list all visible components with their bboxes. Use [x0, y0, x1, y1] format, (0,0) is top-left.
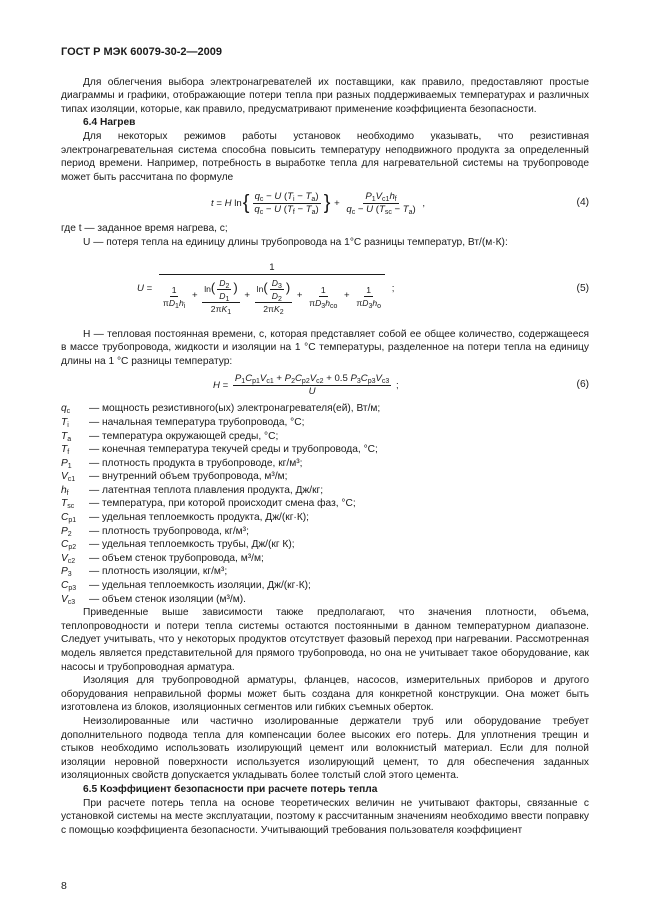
symbol-description: — удельная теплоемкость изоляции, Дж/(кг·К); [89, 580, 311, 592]
symbol-description: — температура, при которой происходит смена фаз, °С; [89, 498, 356, 510]
symbol-definition-row [61, 416, 589, 430]
symbol-definition-row [61, 538, 589, 552]
supports-paragraph: Неизолированные или частично изолированные держатели труб или оборудование требует дополнительного подвода тепла для компенсации более высоких его потерь. Для уплотнения трещин и стыков необходимо использовать изолирующий цемент или волокнистый материал. Если для полной изоляции неровной поверхности используется изолирующий цемент, то для обеспечения заданных изоляционных свойств допускается укладывать более толстый слой этого цемента. [61, 715, 589, 782]
symbol: $V_{c2}$ [61, 552, 76, 565]
section-6-5-paragraph: При расчете потерь тепла на основе теоретических величин не учитывают факторы, связанные с установкой системы на месте эксплуатации, поэтому к рассчитанным значениям необходимо ввести поправку с помощью коэффициента безопасности. Учитывающий требования пользователя коэффициент [61, 797, 589, 836]
symbol-definition-row [61, 552, 589, 566]
symbol-description: — плотность изоляции, кг/м³; [89, 566, 228, 578]
equation-5-number: (5) [576, 282, 589, 294]
symbol-definition-row [61, 457, 589, 471]
section-6-5-title: 6.5 Коэффициент безопасности при расчете потерь тепла [83, 783, 378, 795]
symbol-description: — внутренний объем трубопровода, м³/м; [89, 471, 288, 483]
symbol: $h_f$ [61, 484, 69, 497]
document-header: ГОСТ Р МЭК 60079-30-2—2009 [61, 46, 222, 58]
symbol: $q_c$ [61, 403, 71, 416]
symbol-description: — плотность трубопровода, кг/м³; [89, 525, 249, 537]
symbol-definition-row [61, 470, 589, 484]
symbol-description: — мощность резистивного(ых) электронагревателя(ей), Вт/м; [89, 403, 381, 415]
definition-H-paragraph: H — тепловая постоянная времени, с, которая представляет собой ее общее количество, содержащееся в массе трубопровода, жидкости и изоляции на 1 °С температуры, разделенное на потери тепла на единицу длины на 1 °С разницы температур: [61, 328, 589, 367]
symbol-definition-row [61, 579, 589, 593]
symbol: $C_{p1}$ [61, 512, 77, 525]
symbol: $T_{sc}$ [61, 498, 75, 511]
valves-paragraph: Изоляция для трубопроводной арматуры, фланцев, насосов, измерительных приборов и другого оборудования неправильной формы может быть создана для конкретной конструкции. Она может быть изготовлена из блоков, изоляционных сегментов или гибких съемных оберток. [61, 675, 589, 714]
symbol-description: — конечная температура текучей среды и трубопровода, °С; [89, 444, 378, 456]
equation-6: H = $\frac{P_1C_{p1}V_{c1} + P_2C_{p2}V_{c2} + 0.5 P_3C_{p3}V_{c3}}{U}$ ; (6) [213, 372, 589, 397]
section-6-4-paragraph: Для некоторых режимов работы установок необходимо указывать, что резистивная электронагревательная система способна повысить температуру неподвижного продукта за определенный период времени. Например, потребность в выработке тепла для нагревательной системы на трубопроводе может быть рассчитана по формуле [61, 130, 589, 183]
symbol-definition-row [61, 402, 589, 416]
symbol: $P_3$ [61, 566, 72, 579]
page-number: 8 [61, 880, 67, 892]
symbol: $C_{p2}$ [61, 539, 77, 552]
symbol: $T_f$ [61, 444, 70, 457]
definition-t: где t — заданное время нагрева, с; [61, 223, 228, 235]
symbol: $V_{c3}$ [61, 593, 76, 606]
equation-6-number: (6) [576, 379, 589, 391]
equation-4-number: (4) [576, 197, 589, 209]
document-page [61, 46, 589, 837]
section-6-4-title: 6.4 Нагрев [83, 117, 136, 129]
symbol: $P_2$ [61, 525, 72, 538]
symbol-description: — удельная теплоемкость трубы, Дж/(кг К); [89, 539, 295, 551]
symbol-description: — объем стенок изоляции (м³/м). [89, 593, 246, 605]
definition-U: U — потеря тепла на единицу длины трубопровода на 1°С разницы температур, Вт/(м·К): [83, 236, 508, 248]
symbol-definition-row [61, 525, 589, 539]
symbol-description: — объем стенок трубопровода, м³/м; [89, 552, 264, 564]
symbol-definition-row [61, 443, 589, 457]
intro-paragraph: Для облегчения выбора электронагревателей их поставщики, как правило, предоставляют простые диаграммы и графики, отображающие потери тепла при разных поддерживаемых температурах и различных типах изоляции, которые, как правило, предусматривают применение коэффициента безопасности. [61, 76, 589, 115]
equation-5: U = 1 $\frac{1}{\pi D_1h_i}$ + ln( $\frac{D_2}{D_1}$ ) $2\pi K_1$ + ln( $\frac{D_3}{D_2}$ ) $2\pi K_2$ + $\frac{1}{\pi D_3h_{co}}$ + $\frac{1}{\pi D_3h_o}$ ; (5) [137, 262, 589, 317]
symbol: $P_1$ [61, 457, 72, 470]
symbol-definition-row [61, 497, 589, 511]
symbol: $V_{c1}$ [61, 471, 76, 484]
symbol-definition-row [61, 484, 589, 498]
symbol-definition-row [61, 430, 589, 444]
symbol-description: — удельная теплоемкость продукта, Дж/(кг·К); [89, 512, 309, 524]
symbol-definition-row [61, 565, 589, 579]
symbol-description: — латентная теплота плавления продукта, Дж/кг; [89, 484, 324, 496]
symbol-definitions [61, 402, 589, 606]
symbol-definition-row [61, 511, 589, 525]
equation-4: t = H ln { $\frac{q_c - U (T_i - T_a)}{q_c - U (T_f - T_a)}$ } + $\frac{P_1V_{c1}h_f}{q_c - U (T_{sc} - T_a)}$ , (4) [211, 190, 589, 216]
symbol-definition-row [61, 593, 589, 607]
symbol-description: — начальная температура трубопровода, °С; [89, 416, 305, 428]
symbol-description: — температура окружающей среды, °С; [89, 430, 279, 442]
symbol: $C_{p3}$ [61, 580, 77, 593]
symbol: $T_a$ [61, 430, 72, 443]
assumptions-paragraph: Приведенные выше зависимости также предполагают, что значения плотности, объема, теплопроводности и потери тепла системы остаются постоянными в данном температурном диапазоне. Следует учитывать, что у некоторых продуктов отсутствует фазовый переход при нагревании. Рассмотренная модель является представительной для прямого трубопровода, но она не учитывает такое оборудование, как насосы и трубопроводная арматура. [61, 607, 589, 673]
symbol: $T_i$ [61, 416, 69, 429]
symbol-description: — плотность продукта в трубопроводе, кг/м³; [89, 457, 303, 469]
